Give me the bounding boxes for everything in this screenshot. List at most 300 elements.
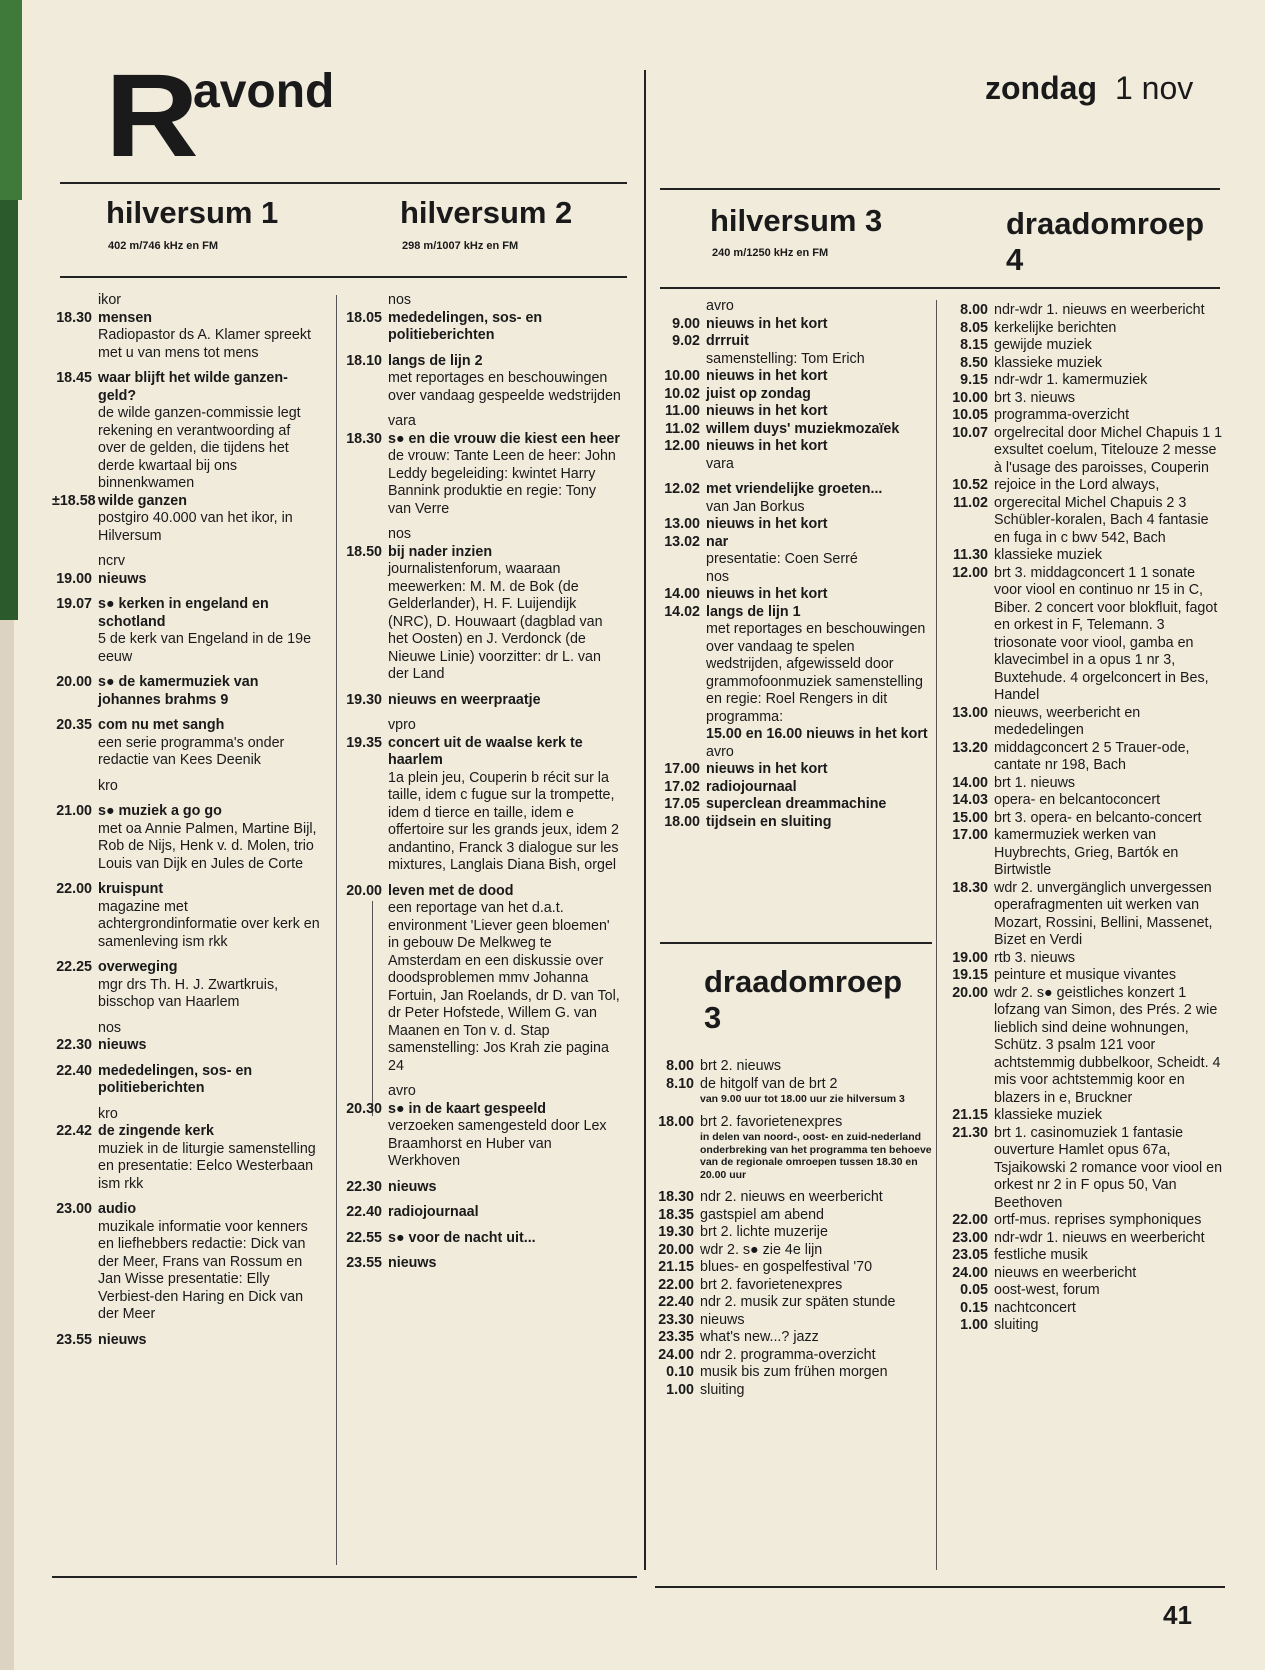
d4-entry xyxy=(942,302,1224,320)
time-label: 22.55 xyxy=(346,1229,382,1246)
time-label: 8.00 xyxy=(960,302,988,318)
program-description: brt 3. nieuws xyxy=(994,389,1076,406)
d3-entry xyxy=(650,1189,932,1207)
h3-entry xyxy=(652,761,932,779)
program-title: leven met de dood xyxy=(388,882,514,899)
time-label: 18.05 xyxy=(346,309,382,326)
program-title: superclean dreammachine xyxy=(706,796,887,812)
d4-entry xyxy=(942,372,1224,390)
time-label: 1.00 xyxy=(666,1381,694,1398)
time-label: 10.00 xyxy=(664,368,700,384)
broadcaster-label: nos xyxy=(706,568,730,585)
time-label: 14.00 xyxy=(664,586,700,602)
program-title: nieuws xyxy=(98,1037,147,1053)
time-label: 19.35 xyxy=(346,734,382,751)
h1-entry xyxy=(52,596,322,666)
time-label: 19.07 xyxy=(56,596,92,612)
time-label: 23.00 xyxy=(952,1229,988,1246)
h3-entry xyxy=(652,586,932,604)
broadcaster-label: ncrv xyxy=(98,553,126,569)
d4-entry xyxy=(942,1300,1224,1318)
time-label: 10.00 xyxy=(952,389,988,406)
time-label: 13.00 xyxy=(664,516,700,532)
time-label: 23.35 xyxy=(658,1329,694,1345)
program-description: de wilde ganzen-commissie legt rekening en verantwoording af over de gelden, die tijdens het derde kwartaal bij ons binnenkwamen xyxy=(98,405,301,491)
program-description: sluiting xyxy=(994,1317,1039,1333)
program-title: radiojournaal xyxy=(706,778,797,795)
page-number: 41 xyxy=(1163,1600,1192,1630)
program-title: radiojournaal xyxy=(388,1204,479,1220)
time-label: 13.20 xyxy=(952,739,988,756)
program-description: kamermuziek werken van Huybrechts, Grieg, Bartók en Birtwistle xyxy=(994,827,1179,878)
program-title: overweging xyxy=(98,959,178,975)
time-label: 10.52 xyxy=(952,477,988,493)
d4-entry xyxy=(942,1107,1224,1125)
time-label: 18.10 xyxy=(346,352,382,369)
h3-entry xyxy=(652,333,932,368)
d4-entry xyxy=(942,425,1224,478)
time-label: 10.05 xyxy=(952,407,988,423)
h1-entry xyxy=(52,674,322,709)
right-col-divider xyxy=(936,300,937,1570)
broadcaster-label: avro xyxy=(388,1083,416,1099)
d3-entry xyxy=(650,1364,932,1382)
h1-schedule xyxy=(52,292,322,1349)
time-label: 14.02 xyxy=(664,603,700,620)
time-label: 22.40 xyxy=(56,1062,92,1079)
time-label: 9.15 xyxy=(960,372,988,388)
program-title: met vriendelijke groeten... xyxy=(706,481,883,497)
h3-entry xyxy=(652,796,932,814)
time-label: 23.55 xyxy=(56,1331,92,1348)
program-title: nieuws in het kort xyxy=(706,315,828,332)
program-description: 1a plein jeu, Couperin b récit sur la taille, idem c fugue sur la trompette, idem d tierce en taille, idem e offertoire sur les grands jeux, idem 2 andantino, Franck 3 dialogue sur les mixtures, Langlais Diana Bish, orgel xyxy=(388,769,619,873)
d3-entry xyxy=(650,1114,932,1182)
time-label: 21.15 xyxy=(658,1259,694,1275)
program-description: wdr 2. s● zie 4e lijn xyxy=(700,1241,823,1258)
h3-freq: 240 m/1250 kHz en FM xyxy=(712,247,829,259)
h2-entry xyxy=(340,413,622,431)
time-label: 17.02 xyxy=(664,778,700,795)
program-description: brt 3. middagconcert 1 1 sonate voor viool en continuo nr 15 in C, Biber. 2 concert voor blokfluit, fagot en orkest in F, Telemann. 3 triosonate voor viool, gamba en klavecimbel in a opus 1 nr 3, Buxtehude. 4 orgelconcert in Bes, Handel xyxy=(994,564,1218,703)
program-description: een reportage van het d.a.t. environment 'Liever geen bloemen' in gebouw De Melkweg te Amsterdam en een diskussie over doodsproblemen mmv Johanna Fortuin, Jan Roelands, dr D. van Tol, dr Peter Hofstede, Willem G. van Maanen en Ton v. d. Stap samenstelling: Jos Krah zie pagina 24 xyxy=(388,900,620,1074)
time-label: 18.50 xyxy=(346,543,382,560)
h2-entry xyxy=(340,735,622,875)
radio-logo xyxy=(105,50,335,182)
h3-entry xyxy=(652,456,932,474)
program-title: nieuws xyxy=(98,570,147,587)
time-label: 1.00 xyxy=(960,1317,988,1333)
d4-entry xyxy=(942,985,1224,1108)
program-description: nieuws en weerbericht xyxy=(994,1264,1137,1281)
time-label: 21.00 xyxy=(56,803,92,819)
program-title: nar xyxy=(706,533,729,550)
d3-title xyxy=(704,964,902,1036)
d3-entry xyxy=(650,1294,932,1312)
program-description: ortf-mus. reprises symphoniques xyxy=(994,1212,1202,1228)
program-title: drrruit xyxy=(706,333,749,349)
program-title: s● muziek a go go xyxy=(98,803,222,819)
h1-entry xyxy=(52,803,322,873)
program-description: muziek in de liturgie samenstelling en presentatie: Eelco Westerbaan ism rkk xyxy=(98,1140,316,1192)
time-label: 20.00 xyxy=(952,984,988,1001)
h2-entry xyxy=(340,310,622,345)
time-label: 21.15 xyxy=(952,1107,988,1123)
d4-entry xyxy=(942,320,1224,338)
d4-entry xyxy=(942,337,1224,355)
time-label: 9.02 xyxy=(672,333,700,349)
h3-entry xyxy=(652,779,932,797)
time-label: 0.10 xyxy=(666,1364,694,1380)
h3-entry xyxy=(652,421,932,439)
d4-entry xyxy=(942,775,1224,793)
time-label: 20.00 xyxy=(56,674,92,690)
program-footnote: van 9.00 uur tot 18.00 uur zie hilversum 3 xyxy=(700,1093,905,1105)
broadcaster-label: vara xyxy=(388,413,416,429)
h1-entry xyxy=(52,310,322,363)
program-title: mededelingen, sos- en politieberichten xyxy=(98,1062,253,1096)
program-title: s● kerken in engeland en schotland xyxy=(98,596,269,630)
program-description: orgerecital Michel Chapuis 2 3 Schübler-koralen, Bach 4 fantasie en fuga in c bwv 542, Bach xyxy=(994,494,1209,546)
program-description: met reportages en beschouwingen over vandaag gespeelde wedstrijden xyxy=(388,370,621,404)
h3-entry xyxy=(652,604,932,744)
h2-entry xyxy=(340,883,622,1076)
program-title: audio xyxy=(98,1201,137,1217)
d4-entry xyxy=(942,407,1224,425)
program-footnote: in delen van noord-, oost- en zuid-nederland onderbreking van het programma ten behoeve van de regionale omroepen tussen 18.30 en 20.00 uur xyxy=(700,1131,932,1181)
program-description: brt 2. nieuws xyxy=(700,1058,782,1074)
time-label: 10.07 xyxy=(952,424,988,441)
h2-entry xyxy=(340,692,622,710)
h2-entry xyxy=(340,1255,622,1273)
time-label: 18.35 xyxy=(658,1206,694,1223)
program-title: willem duys' muziekmozaïek xyxy=(706,420,900,437)
h3-entry xyxy=(652,814,932,832)
d4-entry xyxy=(942,1212,1224,1230)
broadcaster-label: vara xyxy=(706,455,734,472)
time-label: 22.00 xyxy=(658,1276,694,1293)
program-description: wdr 2. s● geistliches konzert 1 lofzang van Simon, des Prés. 2 wie lieblich sind deine wohnungen, Schütz. 3 psalm 121 voor achtstemmig dubbelkoor, Scheidt. 4 mis voor achtstemmig koor en blazers in e, Bruckner xyxy=(994,984,1221,1106)
time-label: 8.05 xyxy=(960,319,988,336)
time-label: 8.50 xyxy=(960,354,988,371)
program-title: nieuws xyxy=(98,1331,147,1348)
d3-entry xyxy=(650,1312,932,1330)
h2-entry xyxy=(340,544,622,684)
d3-schedule xyxy=(650,1058,932,1399)
time-label: 18.30 xyxy=(56,309,92,326)
h1-entry xyxy=(52,493,322,546)
program-description: ndr-wdr 1. kamermuziek xyxy=(994,372,1148,388)
broadcaster-label: nos xyxy=(388,292,412,308)
time-label: ±18.58 xyxy=(52,492,96,509)
time-label: 13.00 xyxy=(952,704,988,721)
h1-entry xyxy=(52,553,322,571)
time-label: 18.30 xyxy=(658,1189,694,1205)
broadcaster-label: kro xyxy=(98,777,118,794)
h2-entry xyxy=(340,292,622,310)
d3-entry xyxy=(650,1259,932,1277)
time-label: 17.00 xyxy=(952,827,988,843)
program-description: rtb 3. nieuws xyxy=(994,949,1076,966)
h2-title: hilversum 2 xyxy=(400,195,573,230)
d3-entry xyxy=(650,1347,932,1365)
h2-freq: 298 m/1007 kHz en FM xyxy=(402,240,519,252)
d4-entry xyxy=(942,810,1224,828)
h1-entry xyxy=(52,881,322,951)
program-title: bij nader inzien xyxy=(388,543,493,560)
h3-entry xyxy=(652,403,932,421)
h1-title: hilversum 1 xyxy=(106,195,279,230)
time-label: 15.00 xyxy=(952,809,988,826)
d4-entry xyxy=(942,1230,1224,1248)
time-label: 20.00 xyxy=(346,882,382,899)
h2-entry xyxy=(340,717,622,735)
day-label: zondag xyxy=(985,70,1097,106)
d4-entry xyxy=(942,967,1224,985)
program-description: de vrouw: Tante Leen de heer: John Leddy begeleiding: kwintet Harry Bannink produktie en regie: Tony van Verre xyxy=(388,448,616,517)
logo-letter: R xyxy=(105,50,195,182)
h1-entry xyxy=(52,959,322,1012)
program-title: langs de lijn 1 xyxy=(706,603,801,620)
program-title: langs de lijn 2 xyxy=(388,352,483,369)
h1-entry xyxy=(52,1123,322,1193)
program-description: brt 1. casinomuziek 1 fantasie ouverture Hamlet opus 67a, Tsjaikowski 2 romance voor viool en orkest nr 2 in F opus 50, Van Beethoven xyxy=(994,1124,1223,1211)
h2-entry xyxy=(340,431,622,519)
time-label: 24.00 xyxy=(952,1264,988,1281)
time-label: 22.40 xyxy=(658,1294,694,1310)
time-label: 14.00 xyxy=(952,774,988,791)
time-label: 11.02 xyxy=(953,494,988,511)
h1-freq: 402 m/746 kHz en FM xyxy=(108,240,219,252)
page-edge-green xyxy=(0,0,22,200)
time-label: 8.15 xyxy=(960,337,988,353)
time-label: 22.00 xyxy=(952,1212,988,1228)
time-label: 12.02 xyxy=(664,481,700,497)
time-label: 17.05 xyxy=(664,796,700,812)
program-description: nachtconcert xyxy=(994,1299,1076,1316)
left-top-rule xyxy=(60,182,627,184)
d4-entry xyxy=(942,705,1224,740)
broadcaster-label: vpro xyxy=(388,717,416,733)
time-label: 23.00 xyxy=(56,1201,92,1217)
program-title: wilde ganzen xyxy=(98,492,187,509)
h3-entry xyxy=(652,298,932,316)
d4-entry xyxy=(942,1317,1224,1335)
time-label: 21.30 xyxy=(952,1124,988,1141)
time-label: 22.42 xyxy=(56,1123,92,1139)
program-title: kruispunt xyxy=(98,881,164,897)
d4-entry xyxy=(942,477,1224,495)
program-description: met oa Annie Palmen, Martine Bijl, Rob de Nijs, Henk v. d. Molen, trio Louis van Dijk en Jules de Corte xyxy=(98,820,317,872)
d4-entry xyxy=(942,740,1224,775)
program-title: nieuws in het kort xyxy=(706,761,828,777)
h1-entry xyxy=(52,1020,322,1038)
h1-entry xyxy=(52,292,322,310)
h2-entry xyxy=(340,1101,622,1171)
time-label: 22.00 xyxy=(56,881,92,897)
program-title: nieuws in het kort xyxy=(706,516,828,532)
h3-entry xyxy=(652,569,932,587)
broadcaster-label: kro xyxy=(98,1105,118,1122)
d4-entry xyxy=(942,1282,1224,1300)
program-title: mededelingen, sos- en politieberichten xyxy=(388,309,543,343)
h3-entry xyxy=(652,534,932,569)
program-description: brt 2. lichte muzerije xyxy=(700,1224,828,1240)
d3-entry xyxy=(650,1277,932,1295)
program-description: brt 2. favorietenexpres xyxy=(700,1276,843,1293)
time-label: 23.30 xyxy=(658,1311,694,1328)
d3-title-a: draadomroep xyxy=(704,964,903,999)
program-title: concert uit de waalse kerk te haarlem xyxy=(388,734,583,768)
d4-entry xyxy=(942,1125,1224,1213)
h3-entry xyxy=(652,438,932,456)
program-description: mgr drs Th. H. J. Zwartkruis, bisschop van Haarlem xyxy=(98,976,279,1010)
time-label: 22.30 xyxy=(346,1178,382,1195)
h1-entry xyxy=(52,717,322,770)
d4-entry xyxy=(942,950,1224,968)
page-edge-dark xyxy=(0,200,18,620)
d4-entry xyxy=(942,495,1224,548)
d4-entry xyxy=(942,547,1224,565)
program-description: orgelrecital door Michel Chapuis 1 1 exsultet coelum, Titelouze 2 messe à l'usage des paroisses, Couperin xyxy=(994,424,1223,476)
program-description: musik bis zum frühen morgen xyxy=(700,1364,888,1380)
h1-entry xyxy=(52,1332,322,1350)
h2-entry xyxy=(340,526,622,544)
h2-entry xyxy=(340,1230,622,1248)
time-label: 22.40 xyxy=(346,1204,382,1220)
time-label: 19.15 xyxy=(952,967,988,983)
d4-entry xyxy=(942,355,1224,373)
left-col-divider xyxy=(336,295,337,1565)
time-label: 18.30 xyxy=(346,430,382,447)
program-description: brt 3. opera- en belcanto-concert xyxy=(994,809,1202,826)
program-title: nieuws en weerpraatje xyxy=(388,691,541,708)
program-description: blues- en gospelfestival '70 xyxy=(700,1259,873,1275)
d4-entry xyxy=(942,1247,1224,1265)
time-label: 18.30 xyxy=(952,879,988,896)
d3-entry xyxy=(650,1224,932,1242)
broadcaster-label: avro xyxy=(706,743,734,760)
h3-entry xyxy=(652,368,932,386)
right-header-rule xyxy=(660,287,1220,289)
h2-schedule xyxy=(340,292,622,1273)
program-description: de hitgolf van de brt 2 xyxy=(700,1075,838,1092)
d3-entry xyxy=(650,1058,932,1076)
program-description: postgiro 40.000 van het ikor, in Hilversum xyxy=(98,510,293,544)
h2-entry xyxy=(340,353,622,406)
date-label: 1 nov xyxy=(1114,70,1194,106)
program-title: s● in de kaart gespeeld xyxy=(388,1100,547,1117)
time-label: 19.00 xyxy=(952,949,988,966)
program-description: kerkelijke berichten xyxy=(994,319,1117,336)
d4-title xyxy=(1006,206,1204,278)
program-description: ndr 2. nieuws en weerbericht xyxy=(700,1189,883,1205)
time-label: 14.03 xyxy=(952,792,988,808)
program-title: nieuws in het kort xyxy=(706,368,828,384)
program-description: rejoice in the Lord always, xyxy=(994,477,1160,493)
d4-entry xyxy=(942,390,1224,408)
program-description: what's new...? jazz xyxy=(700,1329,819,1345)
h3-entry xyxy=(652,516,932,534)
program-description: een serie programma's onder redactie van Kees Deenik xyxy=(98,734,285,768)
h1-entry xyxy=(52,1201,322,1324)
program-title: tijdsein en sluiting xyxy=(706,813,832,830)
d3-entry xyxy=(650,1207,932,1225)
time-label: 18.00 xyxy=(658,1113,694,1130)
broadcaster-label: nos xyxy=(388,526,412,542)
time-label: 23.05 xyxy=(952,1247,988,1263)
time-label: 17.00 xyxy=(664,761,700,777)
left-header-rule xyxy=(60,276,627,278)
broadcaster-label: ikor xyxy=(98,292,122,308)
time-label: 18.45 xyxy=(56,370,92,386)
time-label: 22.30 xyxy=(56,1037,92,1053)
program-description: Radiopastor ds A. Klamer spreekt met u van mens tot mens xyxy=(98,327,311,361)
time-label: 8.00 xyxy=(666,1058,694,1074)
program-description: brt 2. favorietenexpres xyxy=(700,1113,843,1130)
time-label: 11.00 xyxy=(665,403,700,419)
broadcaster-label: avro xyxy=(706,298,734,314)
h3-entry xyxy=(652,386,932,404)
program-title: s● de kamermuziek van johannes brahms 9 xyxy=(98,674,259,708)
program-title: s● en die vrouw die kiest een heer xyxy=(388,430,620,447)
h2-entry xyxy=(340,1083,622,1101)
program-description: 5 de kerk van Engeland in de 19e eeuw xyxy=(98,631,312,665)
h1-entry xyxy=(52,1106,322,1124)
program-description: nieuws, weerbericht en mededelingen xyxy=(994,704,1141,738)
time-label: 20.30 xyxy=(346,1100,382,1117)
d4-title-a: draadomroep xyxy=(1006,206,1205,241)
h2-entry xyxy=(340,1179,622,1197)
time-label: 11.30 xyxy=(953,547,988,563)
broadcaster-label: nos xyxy=(98,1019,122,1036)
program-description: klassieke muziek xyxy=(994,1107,1103,1123)
program-description: magazine met achtergrondinformatie over kerk en samenleving ism rkk xyxy=(98,898,320,950)
logo-word: avond xyxy=(193,65,335,118)
d3-entry xyxy=(650,1076,932,1106)
program-title: nieuws in het kort xyxy=(706,586,828,602)
d4-entry xyxy=(942,792,1224,810)
right-bottom-rule xyxy=(655,1586,1225,1588)
d4-entry xyxy=(942,1265,1224,1283)
time-label: 8.10 xyxy=(666,1075,694,1092)
program-title: nieuws in het kort xyxy=(706,438,828,454)
d3-entry xyxy=(650,1382,932,1400)
program-title: nieuws in het kort xyxy=(706,403,828,419)
program-title: de zingende kerk xyxy=(98,1123,215,1139)
time-label: 0.15 xyxy=(960,1299,988,1316)
program-title: s● voor de nacht uit... xyxy=(388,1229,536,1246)
time-label: 23.55 xyxy=(346,1255,382,1271)
left-bottom-rule xyxy=(52,1576,637,1578)
h1-entry xyxy=(52,370,322,493)
time-label: 12.00 xyxy=(952,564,988,581)
program-description: gastspiel am abend xyxy=(700,1206,824,1223)
time-label: 18.00 xyxy=(664,813,700,830)
d3-entry xyxy=(650,1242,932,1260)
d4-title-b: 4 xyxy=(1006,242,1024,277)
h3-entry xyxy=(652,744,932,762)
time-label: 0.05 xyxy=(960,1282,988,1298)
program-description: ndr-wdr 1. nieuws en weerbericht xyxy=(994,302,1205,318)
program-description: peinture et musique vivantes xyxy=(994,967,1176,983)
program-description: nieuws xyxy=(700,1311,745,1328)
h1-entry xyxy=(52,571,322,589)
program-description: festliche musik xyxy=(994,1247,1088,1263)
program-description: wdr 2. unvergänglich unvergessen operafragmenten uit werken van Mozart, Rossini, Bellini, Massenet, Bizet en Verdi xyxy=(994,879,1213,948)
d3-title-b: 3 xyxy=(704,1000,722,1035)
program-title: juist op zondag xyxy=(706,385,811,402)
